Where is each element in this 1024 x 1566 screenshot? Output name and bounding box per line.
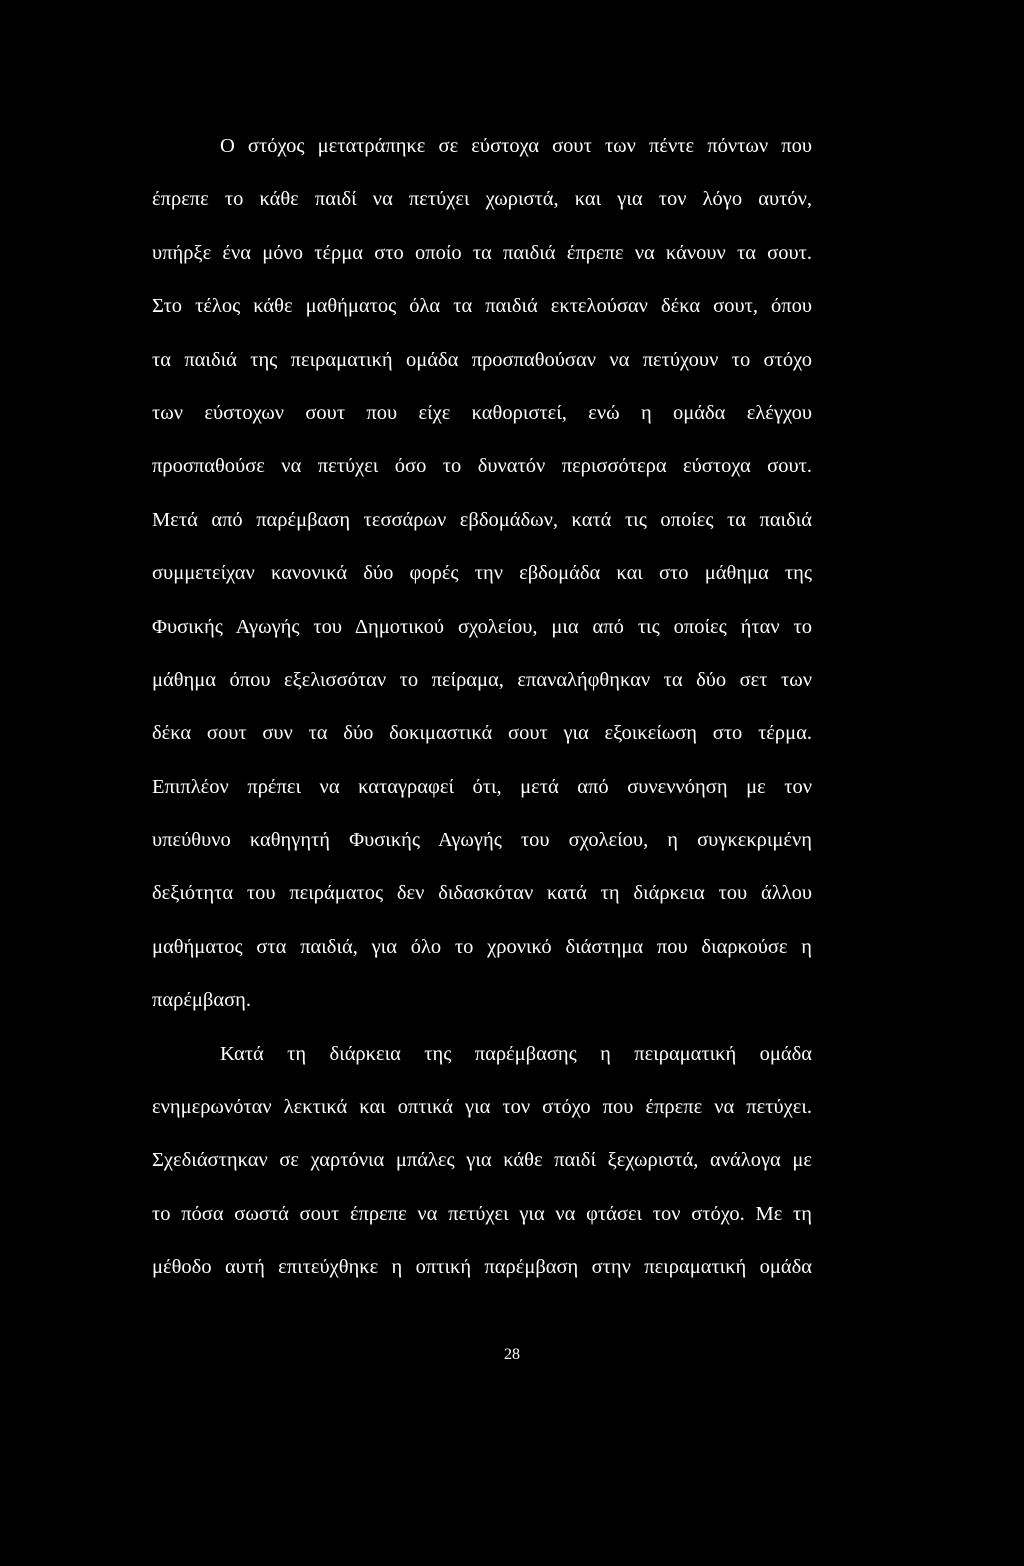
text-line: Επιπλέον πρέπει να καταγραφεί ότι, μετά από συνεννόηση με τον xyxy=(152,775,812,798)
text-line: υπήρξε ένα μόνο τέρμα στο οποίο τα παιδιά έπρεπε να κάνουν τα σουτ. xyxy=(152,241,812,264)
text-line: δέκα σουτ συν τα δύο δοκιμαστικά σουτ για εξοικείωση στο τέρμα. xyxy=(152,722,812,745)
text-line: Φυσικής Αγωγής του Δημοτικού σχολείου, μια από τις οποίες ήταν το xyxy=(152,615,812,638)
text-line: Στο τέλος κάθε μαθήματος όλα τα παιδιά εκτελούσαν δέκα σουτ, όπου xyxy=(152,295,812,318)
page-number: 28 xyxy=(504,1346,520,1363)
text-line: συμμετείχαν κανονικά δύο φορές την εβδομάδα και στο μάθημα της xyxy=(152,562,812,585)
body-text xyxy=(152,128,812,1303)
text-line: προσπαθούσε να πετύχει όσο το δυνατόν περισσότερα εύστοχα σουτ. xyxy=(152,455,812,478)
text-line: Μετά από παρέμβαση τεσσάρων εβδομάδων, κατά τις οποίες τα παιδιά xyxy=(152,508,812,531)
text-line: Ο στόχος μετατράπηκε σε εύστοχα σουτ των πέντε πόντων που xyxy=(220,135,812,157)
text-line: δεξιότητα του πειράματος δεν διδασκόταν κατά τη διάρκεια του άλλου xyxy=(152,882,812,905)
text-line: τα παιδιά της πειραματική ομάδα προσπαθούσαν να πετύχουν το στόχο xyxy=(152,348,812,371)
text-line: Σχεδιάστηκαν σε χαρτόνια μπάλες για κάθε παιδί ξεχωριστά, ανάλογα με xyxy=(152,1149,812,1172)
text-line: παρέμβαση. xyxy=(152,989,251,1012)
text-line: ενημερωνόταν λεκτικά και οπτικά για τον στόχο που έπρεπε να πετύχει. xyxy=(152,1096,812,1119)
text-line: έπρεπε το κάθε παιδί να πετύχει χωριστά, και για τον λόγο αυτόν, xyxy=(152,188,812,211)
text-line: μέθοδο αυτή επιτεύχθηκε η οπτική παρέμβαση στην πειραματική ομάδα xyxy=(152,1256,812,1279)
text-line: Κατά τη διάρκεια της παρέμβασης η πειραματική ομάδα xyxy=(220,1042,812,1065)
text-line: υπεύθυνο καθηγητή Φυσικής Αγωγής του σχολείου, η συγκεκριμένη xyxy=(152,829,812,852)
text-line: μαθήματος στα παιδιά, για όλο το χρονικό διάστημα που διαρκούσε η xyxy=(152,935,812,958)
text-line: των εύστοχων σουτ που είχε καθοριστεί, ενώ η ομάδα ελέγχου xyxy=(152,401,812,424)
text-line: το πόσα σωστά σουτ έπρεπε να πετύχει για να φτάσει τον στόχο. Με τη xyxy=(152,1202,812,1225)
text-line: μάθημα όπου εξελισσόταν το πείραμα, επαναλήφθηκαν τα δύο σετ των xyxy=(152,668,812,691)
